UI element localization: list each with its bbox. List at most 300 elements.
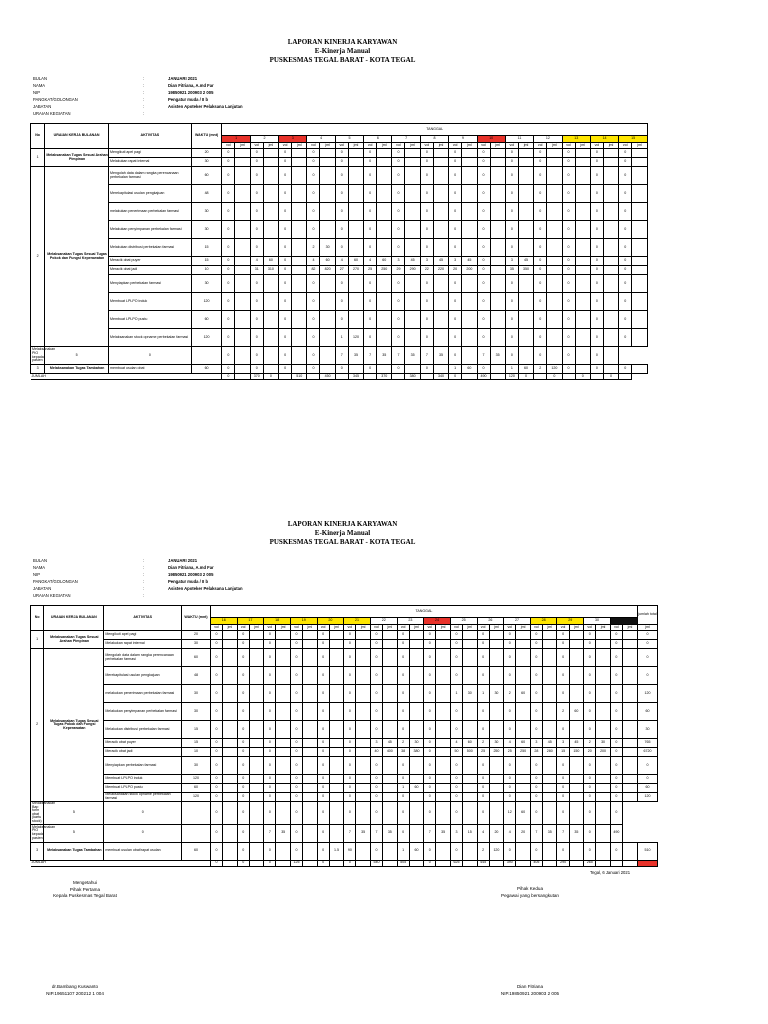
vol-label: vol [619,143,632,149]
row-waktu: 60 [191,311,222,329]
cell-jml [632,149,648,158]
cell-jml [490,149,505,158]
cell-vol: 0 [290,757,302,775]
cell-vol: 0 [290,802,302,825]
cell-jml [292,239,307,257]
jumlah-cell: 0 [518,374,533,380]
cell-vol: 0 [424,842,436,860]
cell-jml [489,721,503,739]
vol-label: vol [450,625,462,631]
cell-vol: 0 [250,203,263,221]
info-key: NIP [33,90,40,96]
cell-vol: 0 [104,802,182,825]
info-value: Pengatur muda / II b [168,579,209,585]
row-activity: Mengolah data dalam rangka perencanaan perbekalan farmasi [104,649,182,667]
day-number: 1 [222,136,250,143]
cell-vol: 0 [619,203,632,221]
cell-vol: 0 [108,347,191,365]
day-number: 25 [450,618,477,625]
row-activity: Melakukan distribusi perbekalan farmasi [108,239,191,257]
cell-vol: 1 [335,329,348,347]
cell-jml [320,275,335,293]
jumlah-cell: 0 [317,860,329,866]
table-row [31,347,648,365]
row-number: 3 [31,365,45,374]
cell-vol: 4 [477,824,489,842]
cell-vol: 0 [335,185,348,203]
cell-vol: 0 [222,239,235,257]
cell-jml [489,784,503,793]
jml-label: jml [356,625,370,631]
header-tanggal: TANGGAL [210,606,637,618]
row-number: 1 [31,149,45,167]
info-colon: : [143,104,145,110]
cell-jml [575,311,590,329]
cell-vol: 0 [557,793,569,802]
cell-vol: 0 [210,842,222,860]
cell-vol: 0 [505,149,518,158]
cell-vol: 0 [210,784,222,793]
cell-vol: 0 [562,158,575,167]
cell-vol: 7 [264,824,276,842]
cell-vol: 0 [504,631,516,640]
cell-jml [235,149,250,158]
cell-vol: 29 [392,266,405,275]
row-waktu: 30 [182,757,211,775]
jumlah-cell [249,860,263,866]
info-row [33,564,243,571]
cell-jml: 15 [463,824,477,842]
cell-jml [356,631,370,640]
cell-jml [191,347,222,365]
cell-vol: 0 [590,149,603,158]
cell-jml [409,667,423,685]
cell-jml [249,842,263,860]
vol-label: vol [449,143,462,149]
cell-jml [235,365,250,374]
header-aktivitas: AKTIVITAS [104,606,182,631]
cell-vol: 1 [449,365,462,374]
cell-vol: 0 [397,757,409,775]
cell-jml [575,203,590,221]
cell-jml [223,802,237,825]
day-number: 5 [335,136,363,143]
cell-vol: 0 [370,802,382,825]
cell-jml [436,793,450,802]
cell-vol: 3 [530,739,542,748]
jml-label: jml [329,625,343,631]
cell-jml: 60 [516,685,530,703]
vol-label: vol [530,625,542,631]
cell-vol: 2 [504,685,516,703]
cell-jml [543,757,557,775]
cell-jml [303,842,317,860]
cell-jml [516,757,530,775]
header-total: jumlah total [637,606,657,625]
cell-vol: 0 [477,257,490,266]
cell-jml: 35 [356,824,370,842]
cell-jml [329,667,343,685]
cell-vol: 0 [279,221,292,239]
table-row [31,185,648,203]
row-waktu: 120 [182,775,211,784]
cell-jml: 400 [383,748,397,757]
cell-jml [547,221,562,239]
cell-jml [303,667,317,685]
jumlah-cell: 0 [264,860,276,866]
cell-vol: 0 [317,667,329,685]
cell-vol: 0 [364,203,377,221]
cell-vol: 0 [557,842,569,860]
cell-vol: 0 [222,149,235,158]
day-number: 4 [307,136,335,143]
cell-vol: 0 [307,275,320,293]
cell-jml [547,167,562,185]
cell-jml: 200 [462,266,477,275]
cell-vol: 0 [250,221,263,239]
row-activity: Melaksanakan PIO kepada pasien [31,824,44,842]
table-row [31,775,658,784]
jumlah-cell: 120 [505,374,518,380]
cell-jml [329,757,343,775]
cell-jml [263,149,278,158]
cell-vol: 0 [335,221,348,239]
cell-jml: 60 [518,365,533,374]
info-colon: : [143,572,145,578]
cell-vol: 0 [317,842,329,860]
cell-jml [377,275,392,293]
cell-jml [405,167,420,185]
cell-vol: 0 [237,748,249,757]
cell-jml [356,640,370,649]
cell-jml [303,793,317,802]
cell-jml [223,631,237,640]
cell-vol: 0 [619,158,632,167]
cell-jml [320,293,335,311]
cell-jml [596,802,610,825]
table-row [31,793,658,802]
cell-jml [569,802,583,825]
info-value: JANUARI 2021 [168,558,198,563]
cell-vol: 0 [477,365,490,374]
cell-vol: 0 [530,649,542,667]
cell-jml [320,347,335,365]
cell-jml [569,784,583,793]
jumlah-cell [610,860,622,866]
cell-jml [249,721,263,739]
row-total: 765 [637,739,657,748]
cell-jml [575,293,590,311]
row-activity: Membuat LPLPO induk [104,775,182,784]
cell-jml [490,167,505,185]
cell-jml [303,775,317,784]
header-uraian: URAIAN KERJA BULANAN [44,606,104,631]
cell-vol: 7 [530,824,542,842]
jumlah-cell: 510 [292,374,307,380]
cell-vol: 0 [364,329,377,347]
row-waktu: 60 [182,842,211,860]
cell-vol: 0 [370,784,382,793]
cell-jml [547,257,562,266]
cell-vol: 0 [392,311,405,329]
jml-label: jml [463,625,477,631]
header-row [31,606,658,618]
jumlah-cell [223,860,237,866]
info-colon: : [143,579,145,585]
performance-table [30,605,658,867]
cell-vol: 0 [505,158,518,167]
cell-vol: 0 [477,221,490,239]
cell-jml [547,293,562,311]
cell-jml [320,185,335,203]
info-key: BULAN [33,558,47,563]
cell-vol: 0 [477,185,490,203]
title-line-2: E-Kinerja Manual [314,529,371,537]
signer-left [20,984,130,997]
cell-vol: 0 [619,293,632,311]
cell-jml: 60 [516,739,530,748]
cell-jml: 20 [489,824,503,842]
cell-vol: 0 [557,631,569,640]
vol-label: vol [420,143,433,149]
cell-vol: 0 [450,802,462,825]
info-colon: : [143,97,145,103]
cell-vol: 0 [477,329,490,347]
cell-vol: 0 [264,775,276,784]
cell-vol: 0 [290,784,302,793]
cell-jml [623,757,638,775]
cell-vol: 0 [619,167,632,185]
day-number: 12 [534,136,562,143]
cell-jml: 35 [348,347,363,365]
cell-jml [356,667,370,685]
cell-vol: 0 [420,311,433,329]
cell-vol: 0 [619,365,632,374]
cell-vol: 0 [237,793,249,802]
cell-vol: 0 [562,329,575,347]
cell-jml [409,775,423,784]
cell-vol: 0 [534,203,547,221]
cell-jml [569,667,583,685]
cell-jml [320,221,335,239]
table-row [31,649,658,667]
cell-jml [249,793,263,802]
cell-jml [223,739,237,748]
day-number: 22 [370,618,397,625]
cell-vol: 0 [449,347,462,365]
cell-vol: 0 [370,775,382,784]
jml-label: jml [433,143,448,149]
jml-label: jml [569,625,583,631]
cell-vol: 0 [450,842,462,860]
cell-jml [263,347,278,365]
cell-jml [433,221,448,239]
cell-jml: 380 [409,748,423,757]
row-activity: Melakukan rapat internal [108,158,191,167]
jml-label: jml [223,625,237,631]
cell-jml [356,685,370,703]
cell-vol: 4 [250,257,263,266]
row-waktu: 60 [182,784,211,793]
cell-vol: 0 [505,293,518,311]
cell-vol: 2 [584,739,596,748]
vol-label: vol [562,143,575,149]
cell-vol: 0 [477,667,489,685]
jumlah-cell [329,860,343,866]
cell-vol: 0 [610,721,622,739]
table-row [31,703,658,721]
cell-vol: 0 [610,667,622,685]
cell-vol: 0 [290,721,302,739]
cell-jml [292,293,307,311]
cell-vol: 0 [420,203,433,221]
cell-jml [348,167,363,185]
cell-vol: 0 [210,685,222,703]
cell-vol: 0 [222,221,235,239]
cell-vol: 0 [344,784,356,793]
cell-vol: 0 [290,667,302,685]
jumlah-cell: 405 [530,860,542,866]
cell-vol: 0 [557,649,569,667]
jumlah-cell [562,374,575,380]
cell-vol: 0 [317,703,329,721]
cell-jml: 120 [489,842,503,860]
cell-jml [543,649,557,667]
cell-jml [596,824,610,842]
cell-vol: 0 [237,824,249,842]
cell-vol: 0 [104,824,182,842]
cell-jml [623,721,638,739]
table-row [31,275,648,293]
cell-vol: 0 [562,149,575,158]
cell-jml [182,802,211,825]
cell-jml [463,842,477,860]
cell-vol: 0 [250,293,263,311]
cell-jml [543,640,557,649]
cell-vol: 0 [237,842,249,860]
cell-jml [490,365,505,374]
cell-jml [462,275,477,293]
cell-jml [292,266,307,275]
row-waktu: 30 [182,685,211,703]
cell-vol: 0 [370,703,382,721]
right-nip: NIP.19850921 200903 2 005 [500,990,560,996]
row-activity: Melaksanakan stock opname perbekalan farmasi [108,329,191,347]
cell-vol: 0 [364,167,377,185]
cell-vol: 3 [370,739,382,748]
cell-vol: 0 [290,842,302,860]
cell-vol: 0 [477,266,490,275]
cell-jml [383,784,397,793]
cell-vol: 0 [619,329,632,347]
cell-jml: 45 [383,739,397,748]
cell-vol: 0 [449,203,462,221]
row-total: 60 [637,703,657,721]
cell-vol: 2 [477,739,489,748]
cell-vol: 0 [584,793,596,802]
info-row [33,89,243,96]
cell-vol: 0 [534,158,547,167]
cell-vol: 40 [370,748,382,757]
cell-vol: 0 [584,703,596,721]
cell-vol: 0 [562,257,575,266]
cell-jml [405,149,420,158]
cell-jml [263,329,278,347]
cell-vol: 0 [610,649,622,667]
cell-vol: 0 [317,757,329,775]
cell-jml [383,667,397,685]
info-key: NAMA [33,83,46,89]
cell-jml [409,824,423,842]
day-number: 13 [562,136,590,143]
cell-vol: 0 [307,221,320,239]
cell-jml [575,167,590,185]
cell-vol: 0 [344,685,356,703]
cell-vol: 1 [397,784,409,793]
cell-jml [436,775,450,784]
table-row [31,631,658,640]
cell-vol: 0 [344,793,356,802]
cell-vol: 0 [370,649,382,667]
cell-jml [490,203,505,221]
cell-vol: 0 [279,203,292,221]
cell-vol: 25 [504,748,516,757]
cell-vol: 0 [397,802,409,825]
cell-vol: 2 [477,842,489,860]
vol-label: vol [307,143,320,149]
cell-vol: 12 [504,802,516,825]
cell-vol: 0 [210,802,222,825]
info-value: JANUARI 2021 [168,76,198,81]
jumlah-cell: 265 [584,860,596,866]
row-activity: Merekapitulasi usulan pengkajuan [108,185,191,203]
cell-vol: 0 [397,685,409,703]
cell-vol: 0 [505,311,518,329]
cell-jml [436,748,450,757]
day-number [610,618,637,625]
info-colon: : [143,111,145,117]
cell-jml [547,347,562,365]
cell-vol: 35 [505,266,518,275]
cell-jml [276,842,290,860]
cell-vol: 0 [530,703,542,721]
cell-vol: 0 [344,631,356,640]
cell-jml: 220 [433,266,448,275]
day-number: 26 [477,618,504,625]
row-waktu: 48 [191,185,222,203]
row-waktu: 30 [191,158,222,167]
cell-jml [463,703,477,721]
cell-jml [356,739,370,748]
cell-vol: 0 [619,149,632,158]
cell-jml [409,649,423,667]
row-activity: Mengolah data dalam rangka perencanaan perbekalan farmasi [108,167,191,185]
cell-vol: 0 [610,842,622,860]
cell-jml [490,293,505,311]
cell-jml [348,293,363,311]
day-number: 21 [344,618,371,625]
cell-jml [575,239,590,257]
cell-vol: 0 [397,793,409,802]
cell-jml [632,203,648,221]
jumlah-cell [335,374,348,380]
table-row [31,739,658,748]
vol-label: vol [222,143,235,149]
cell-vol: 0 [590,329,603,347]
cell-vol: 0 [307,365,320,374]
cell-vol: 0 [505,347,518,365]
cell-vol: 0 [237,739,249,748]
